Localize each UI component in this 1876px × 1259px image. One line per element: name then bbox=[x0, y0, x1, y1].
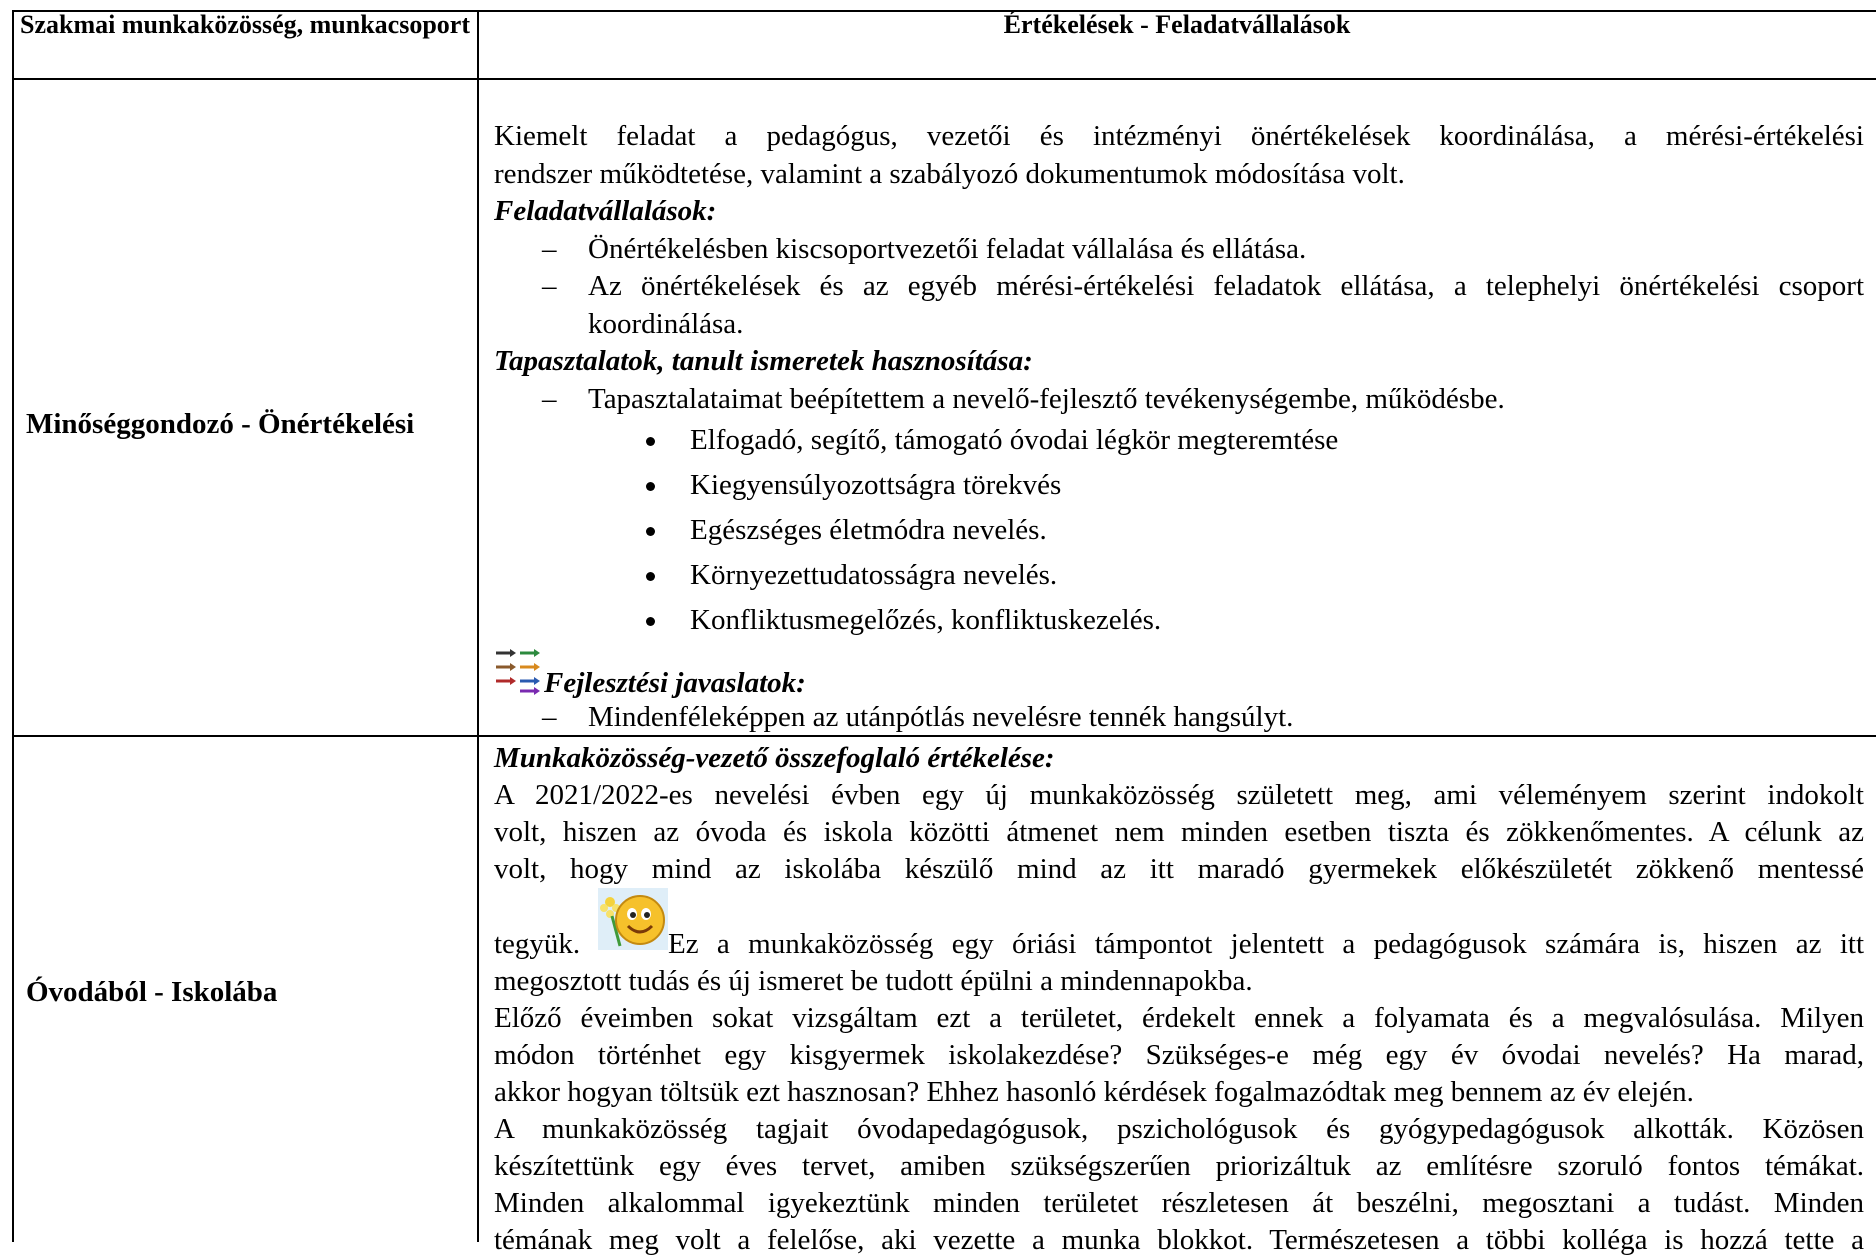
smiley-line: tegyük. Ez a munkaközösség egy óriási támpontot jelentett a pedagógusok számára is, hiszen az itt bbox=[494, 888, 1864, 963]
development-heading-line bbox=[494, 643, 1864, 707]
dash-marker: – bbox=[542, 270, 557, 302]
experience-item: – Tapasztalataimat beépítettem a nevelő-fejlesztő tevékenységembe, működésbe. bbox=[494, 381, 1864, 419]
bullet-icon bbox=[646, 572, 655, 581]
paragraph-line: volt, hiszen az óvoda és iskola közötti átmenet nem minden esetben tiszta és zökkenőmentes. A célunk az bbox=[494, 816, 1864, 848]
dash-marker: – bbox=[542, 232, 557, 265]
row-label-school-transition: Óvodából - Iskolába bbox=[26, 976, 278, 1008]
header-column-evaluation: Értékelések - Feladatvállalások bbox=[1003, 10, 1351, 39]
paragraph-line: A 2021/2022-es nevelési évben egy új munkaközösség született meg, ami véleményem szerint indokolt bbox=[494, 779, 1864, 811]
paragraph-line: Minden alkalommal igyekeztünk minden területet részletesen át beszélni, megosztani a tudást. Minden bbox=[494, 1187, 1864, 1219]
task-item: – Önértékelésben kiscsoportvezetői feladat vállalása és ellátása. bbox=[494, 231, 1864, 269]
table-header-divider bbox=[12, 78, 1876, 80]
paragraph-line: akkor hogyan töltsük ezt hasznosan? Ehhez hasonló kérdések fogalmazódtak meg bennem az év elején. bbox=[494, 1076, 1694, 1108]
bullet-item: Konfliktusmegelőzés, konfliktuskezelés. bbox=[494, 598, 1864, 643]
paragraph-line: készítettünk egy éves tervet, amiben szükségszerűen priorizáltuk az említésre szoruló fontos témákat. bbox=[494, 1150, 1864, 1182]
development-heading: Fejlesztési javaslatok: bbox=[544, 667, 806, 699]
summary-heading: Munkaközösség-vezető összefoglaló értékelése: bbox=[494, 742, 1055, 774]
smiley-flower-icon bbox=[598, 888, 668, 950]
table-column-divider bbox=[477, 10, 479, 1242]
bullet-icon bbox=[646, 482, 655, 491]
dash-marker: – bbox=[542, 382, 557, 415]
bullet-item: Környezettudatosságra nevelés. bbox=[494, 553, 1864, 598]
bullet-item: Elfogadó, segítő, támogató óvodai légkör megteremtése bbox=[494, 418, 1864, 463]
row-school-transition-content bbox=[494, 740, 1864, 1259]
paragraph-line: A munkaközösség tagjait óvodapedagógusok, pszichológusok és gyógypedagógusok alkották. Közösen bbox=[494, 1113, 1864, 1145]
development-item: – Mindenféleképpen az utánpótlás nevelésre tennék hangsúlyt. bbox=[494, 699, 1864, 737]
paragraph-line: módon történhet egy kisgyermek iskolakezdése? Szükséges-e még egy év óvodai nevelés? Ha marad, bbox=[494, 1039, 1864, 1071]
paragraph-line: megosztott tudás és új ismeret be tudott épülni a mindennapokba. bbox=[494, 965, 1253, 997]
table-border-left bbox=[12, 10, 14, 1242]
dash-marker: – bbox=[542, 701, 557, 733]
row-label-quality: Minőséggondozó - Önértékelési bbox=[26, 408, 415, 440]
paragraph-line: Előző éveimben sokat vizsgáltam ezt a területet, érdekelt ennek a folyamata és a megvalósulása. Milyen bbox=[494, 1002, 1864, 1034]
intro-line: rendszer működtetése, valamint a szabályozó dokumentumok módosítása volt. bbox=[494, 157, 1405, 190]
experience-bullet-list bbox=[494, 418, 1864, 643]
task-item: – Az önértékelések és az egyéb mérési-értékelési feladatok ellátása, a telephelyi önértékelési csoport koordinálása. bbox=[542, 270, 1864, 340]
bullet-item: Kiegyensúlyozottságra törekvés bbox=[494, 463, 1864, 508]
bullet-icon bbox=[646, 617, 655, 626]
header-column-group: Szakmai munkaközösség, munkacsoport bbox=[19, 10, 470, 39]
experience-heading: Tapasztalatok, tanult ismeretek hasznosítása: bbox=[494, 345, 1033, 377]
paragraph-line: témának meg volt a felelőse, aki vezette a munka blokkot. Természetesen a többi kolléga is hozzá tette a bbox=[494, 1224, 1864, 1256]
paragraph-line: volt, hogy mind az iskolába készülő mind az itt maradó gyermekek előkészületét zökkenő mentessé bbox=[494, 853, 1864, 885]
intro-line: Kiemelt feladat a pedagógus, vezetői és intézményi önértékelések koordinálása, a mérési-értékelési bbox=[494, 120, 1864, 152]
bullet-icon bbox=[646, 437, 655, 446]
bullet-icon bbox=[646, 527, 655, 536]
colored-arrows-icon bbox=[494, 647, 544, 697]
row-quality-content bbox=[494, 118, 1864, 737]
bullet-item: Egészséges életmódra nevelés. bbox=[494, 508, 1864, 553]
tasks-heading: Feladatvállalások: bbox=[494, 195, 717, 227]
